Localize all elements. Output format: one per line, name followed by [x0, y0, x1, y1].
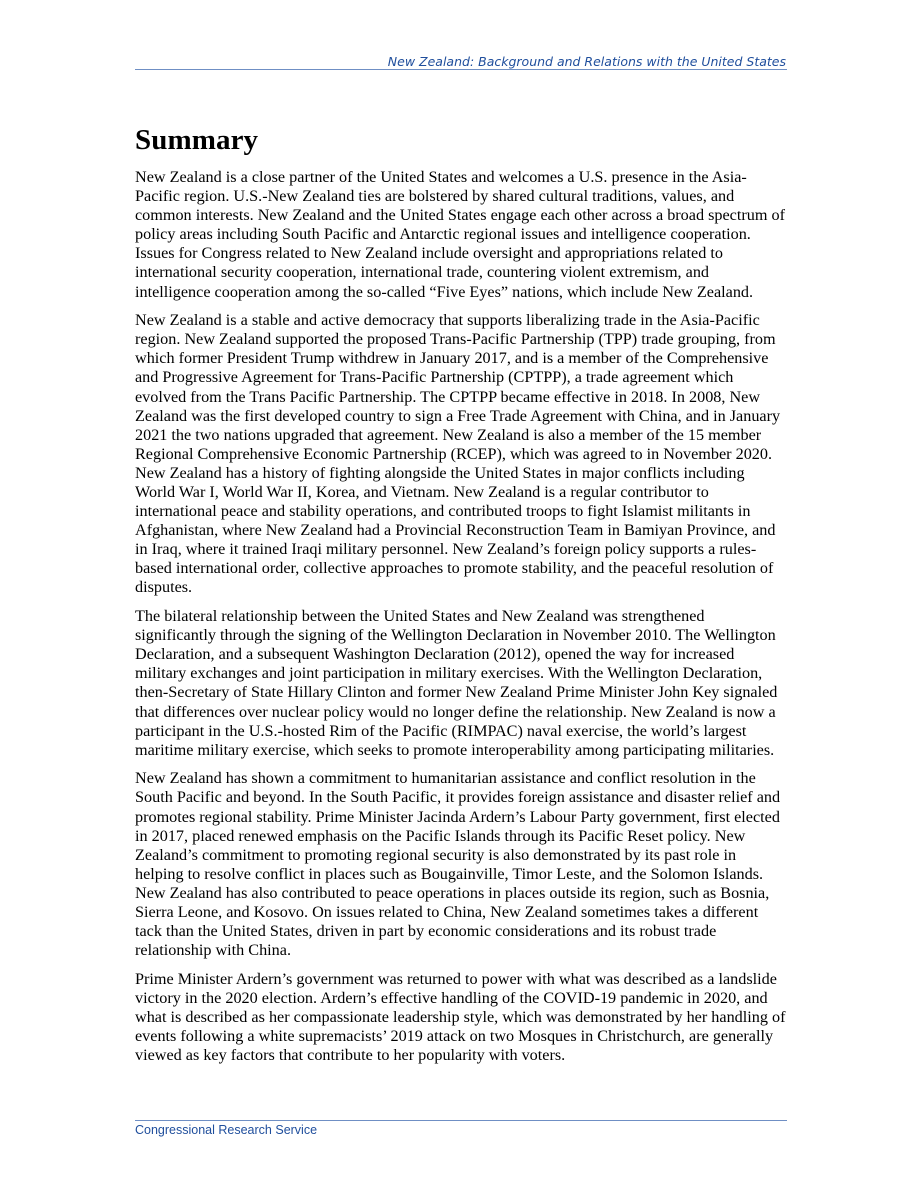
summary-paragraph-4: New Zealand has shown a commitment to humanitarian assistance and conflict resolution in the South Pacific and beyond. In the South Pacific, it provides foreign assistance and disaster relief and promotes regional stability. Prime Minister Jacinda Ardern’s Labour Party government, first elected in 2017, placed renewed emphasis on the Pacific Islands through its Pacific Reset policy. New Zealand’s commitment to promoting regional security is also demonstrated by its past role in helping to resolve conflict in places such as Bougainville, Timor Leste, and the Solomon Islands. New Zealand has also contributed to peace operations in places outside its region, such as Bosnia, Sierra Leone, and Kosovo. On issues related to China, New Zealand sometimes takes a different tack than the United States, driven in part by economic considerations and its robust trade relationship with China.: [135, 769, 781, 960]
summary-paragraph-2: New Zealand is a stable and active democracy that supports liberalizing trade in the Asia-Pacific region. New Zealand supported the proposed Trans-Pacific Partnership (TPP) trade grouping, from which former President Trump withdrew in January 2017, and is a member of the Comprehensive and Progressive Agreement for Trans-Pacific Partnership (CPTPP), a trade agreement which evolved from the Trans Pacific Partnership. The CPTPP became effective in 2018. In 2008, New Zealand was the first developed country to sign a Free Trade Agreement with China, and in January 2021 the two nations upgraded that agreement. New Zealand is also a member of the 15 member Regional Comprehensive Economic Partnership (RCEP), which was agreed to in November 2020. New Zealand has a history of fighting alongside the United States in major conflicts including World War I, World War II, Korea, and Vietnam. New Zealand is a regular contributor to international peace and stability operations, and contributed troops to fight Islamist militants in Afghanistan, where New Zealand had a Provincial Reconstruction Team in Bamiyan Province, and in Iraq, where it trained Iraqi military personnel. New Zealand’s foreign policy supports a rules-based international order, collective approaches to promote stability, and the peaceful resolution of disputes.: [135, 311, 781, 597]
footer-divider: [135, 1120, 787, 1121]
section-title: Summary: [135, 124, 259, 156]
summary-paragraph-5: Prime Minister Ardern’s government was returned to power with what was described as a landslide victory in the 2020 election. Ardern’s effective handling of the COVID-19 pandemic in 2020, and what is described as her compassionate leadership style, which was demonstrated by her handling of events following a white supremacists’ 2019 attack on two Mosques in Christchurch, are generally viewed as key factors that contribute to her popularity with voters.: [135, 969, 786, 1065]
summary-paragraph-1: New Zealand is a close partner of the United States and welcomes a U.S. presence in the Asia-Pacific region. U.S.-New Zealand ties are bolstered by shared cultural traditions, values, and common interests. New Zealand and the United States engage each other across a broad spectrum of policy areas including South Pacific and Antarctic regional issues and intelligence cooperation. Issues for Congress related to New Zealand include oversight and appropriations related to international security cooperation, international trade, countering violent extremism, and intelligence cooperation among the so-called “Five Eyes” nations, which include New Zealand.: [135, 168, 785, 301]
header-divider: [135, 69, 787, 70]
footer-publisher: Congressional Research Service: [135, 1123, 318, 1137]
summary-paragraph-3: The bilateral relationship between the United States and New Zealand was strengthened significantly through the signing of the Wellington Declaration in November 2010. The Wellington Declaration, and a subsequent Washington Declaration (2012), opened the way for increased military exchanges and joint participation in military exercises. With the Wellington Declaration, then-Secretary of State Hillary Clinton and former New Zealand Prime Minister John Key signaled that differences over nuclear policy would no longer define the relationship. New Zealand is now a participant in the U.S.-hosted Rim of the Pacific (RIMPAC) naval exercise, the world’s largest maritime military exercise, which seeks to promote interoperability among participating militaries.: [135, 607, 778, 759]
running-header: New Zealand: Background and Relations with the United States: [387, 54, 786, 69]
summary-section: [135, 122, 787, 1075]
